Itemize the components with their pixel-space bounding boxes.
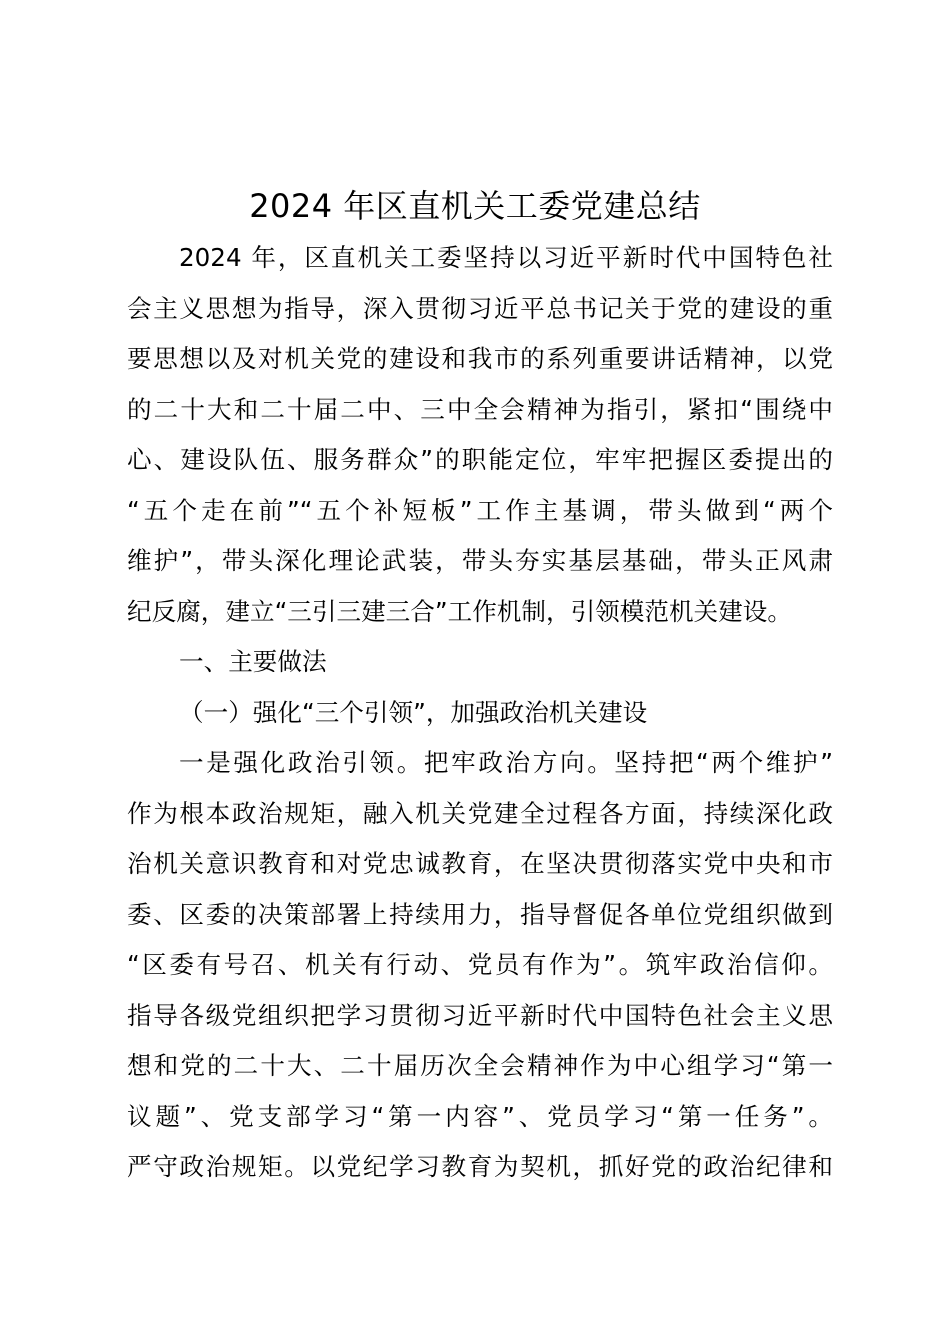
paragraph-line: 作为根本政治规矩，融入机关党建全过程各方面，持续深化政 bbox=[127, 798, 833, 828]
paragraph-line: 指导各级党组织把学习贯彻习近平新时代中国特色社会主义思 bbox=[127, 1000, 833, 1030]
paragraph-line: 要思想以及对机关党的建设和我市的系列重要讲话精神，以党 bbox=[127, 344, 833, 373]
paragraph-line: 议题”、党支部学习“第一内容”、党员学习“第一任务”。 bbox=[127, 1101, 833, 1131]
paragraph-line: “区委有号召、机关有行动、党员有作为”。筑牢政治信仰。 bbox=[127, 950, 833, 979]
paragraph-line: 纪反腐，建立“三引三建三合”工作机制，引领模范机关建设。 bbox=[127, 596, 792, 626]
paragraph-line: 严守政治规矩。以党纪学习教育为契机，抓好党的政治纪律和 bbox=[127, 1152, 833, 1181]
paragraph-line: 治机关意识教育和对党忠诚教育，在坚决贯彻落实党中央和市 bbox=[127, 849, 833, 878]
document-title: 2024 年区直机关工委党建总结 bbox=[249, 187, 701, 225]
section-heading: 一、主要做法 bbox=[179, 647, 327, 676]
document-body bbox=[127, 233, 833, 1193]
paragraph-line: 2024 年，区直机关工委坚持以习近平新时代中国特色社 bbox=[179, 243, 833, 272]
paragraph-line: “五个走在前”“五个补短板”工作主基调，带头做到“两个 bbox=[127, 495, 833, 525]
paragraph-line: 维护”，带头深化理论武装，带头夯实基层基础，带头正风肃 bbox=[127, 546, 833, 575]
paragraph-line: 一是强化政治引领。把牢政治方向。坚持把“两个维护” bbox=[179, 748, 833, 777]
subsection-heading: （一）强化“三个引领”，加强政治机关建设 bbox=[179, 697, 648, 727]
paragraph-line: 心、建设队伍、服务群众”的职能定位，牢牢把握区委提出的 bbox=[127, 445, 833, 474]
paragraph-line: 委、区委的决策部署上持续用力，指导督促各单位党组织做到 bbox=[127, 899, 833, 929]
paragraph-line: 的二十大和二十届二中、三中全会精神为指引，紧扣“围绕中 bbox=[127, 394, 833, 424]
paragraph-line: 会主义思想为指导，深入贯彻习近平总书记关于党的建设的重 bbox=[127, 293, 833, 323]
paragraph-line: 想和党的二十大、二十届历次全会精神作为中心组学习“第一 bbox=[127, 1051, 833, 1080]
